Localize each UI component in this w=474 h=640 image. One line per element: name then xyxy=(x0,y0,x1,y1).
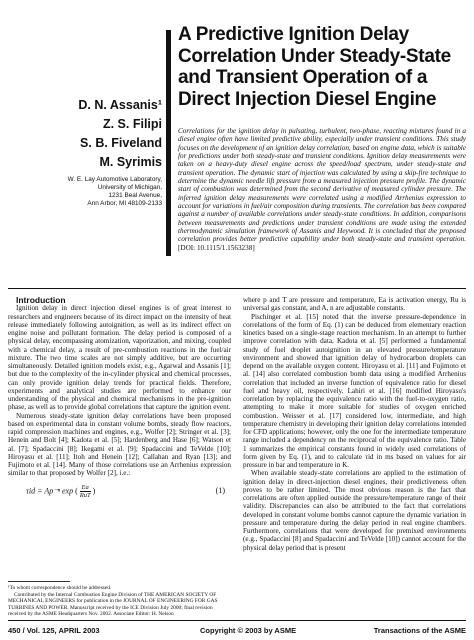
journal-name: Transactions of the ASME xyxy=(373,626,466,635)
equation-number: (1) xyxy=(215,485,225,495)
affiliation-line: 1231 Beal Avenue, xyxy=(108,192,162,199)
paragraph: When available steady-state correlations are applied to the estimation of ignition delay in direct-injection diesel engines, their predictiveness often proves to be rather limited. The most obvious reason is the fact that correlations are often applied outside the pressure/temperature range of their validity. Discrepancies can also be attributed to the fact that correlations developed in constant volume bombs cannot capture the dynamic variation in pressure and temperature during the delay period in real engine chambers. Furthermore, correlations that were developed for premixed environments (e.g., Spadaccini [8] and Spadaccini and TeVelde [10]) cannot account for the physical delay period that is present xyxy=(243,469,466,552)
affiliation-line: W. E. Lay Automotive Laboratory, xyxy=(67,176,162,183)
paragraph: Pischinger et al. [15] noted that the inverse pressure-dependence in correlations of the form of Eq. (1) can be deduced from elementary reaction kinetics based on a single-stage reaction mechanism. In an attempt to further improve correlation with data, Kadota et al. [5] performed a fundamental study of fuel droplet autoignition in an elevated pressure/temperature environment and showed that ignition delay of hydrocarbon droplets can depend on the available oxygen content. Hiroyasu et al. [11] and Fujimoto et al. [14] also correlated combustion bomb data using a modified Arrhenius correlation that included an inverse function of equivalence ratio for diesel fuel and heavy oil, respectively. Lahiri et al. [16] modified Hiroyasu's correlation by replacing the equivalence ratio with the fuel-to-oxygen ratio, attempting to make it more suitable for studies of oxygen enriched combustion. Weisser et al. [17] considered low, intermediate, and high temperature chemistry in developing their ignition delay correlations intended for CFD applications; however, only the one for the intermediate temperature range included a dependency on the reciprocal of the equivalence ratio. Table 1 summarizes the empirical constants found in widely used correlations of form given by Eq. (1), and to calculate τid in ms based on values for air pressure in bar and temperature in K. xyxy=(243,312,466,469)
paragraph: where p and T are pressure and temperature, Ea is activation energy, Ru is universal gas constant, and A, n are adjustable constants. xyxy=(243,296,466,313)
paragraph: Ignition delay in direct injection diesel engines is of great interest to researchers and engineers because of its direct impact on the intensity of heat release immediately following autoignition, as well as its indirect effect on engine noise and pollutant formation. The delay period is composed of a physical delay, encompassing atomization, vaporization, and mixing, coupled with a chemical delay, a result of pre-combustion reactions in the fuel/air mixture. The two time scales are not simply additive, but are occurring simultaneously. Detailed ignition models exist, e.g., Agarwal and Assanis [1]; but due to the complexity of the in-cylinder physical and chemical processes, can only provide ignition delay trends for practical fields. Therefore, experiments and analytical studies are performed to enhance our understanding of the physical and chemical mechanisms in the pre-ignition phase, as well as to provide global correlations that capture the ignition event. xyxy=(8,304,231,412)
section-divider xyxy=(8,288,466,289)
left-column xyxy=(8,296,231,505)
author-name: S. B. Fiveland xyxy=(80,136,162,150)
equation-lhs: τid = Ap⁻ⁿ exp xyxy=(26,485,74,495)
equation-body: τid = Ap⁻ⁿ exp ( Ea RuT ) xyxy=(26,483,96,499)
author-block xyxy=(12,96,162,208)
right-column xyxy=(243,296,466,552)
section-heading: Introduction xyxy=(16,295,66,305)
title-rule xyxy=(166,30,171,256)
footer-divider xyxy=(8,620,466,621)
affiliation xyxy=(12,176,162,208)
affiliation-line: Ann Arbor, MI 48109-2133 xyxy=(87,200,162,207)
affiliation-line: University of Michigan, xyxy=(97,184,162,191)
abstract xyxy=(178,127,466,252)
author-name: M. Syrimis xyxy=(99,155,162,169)
equation-denominator: RuT xyxy=(79,491,91,499)
equation-1 xyxy=(26,484,225,499)
copyright: Copyright © 2003 by ASME xyxy=(200,626,297,635)
footnote: ¹To whom correspondence should be addressed. xyxy=(8,585,112,591)
page-number: 450 / Vol. 125, APRIL 2003 xyxy=(8,626,100,635)
paragraph: Numerous steady-state ignition delay correlations have been proposed based on experimental data in constant volume bombs, steady flow reactors, rapid compression machines and engines, e.g., Wolfer [2]; Stringer et al. [3]; Henein and Bolt [4]; Kadota et al. [5]; Hardenberg and Hase [6]; Watson et al. [7]; Spadaccini [8]; Ikegami et al. [9]; Spadaccini and TeVelde [10]; Hiroyasu et al. [11]; Itoh and Henein [12]; Callahan and Ryan [13]; and Fujimoto et al. [14]. Many of those correlations use an Arrhenius expression similar to that proposed by Wolfer [2], i.e.: xyxy=(8,411,231,478)
footnote-rule xyxy=(8,581,70,582)
equation-numerator: Ea xyxy=(81,483,89,491)
paper-title: A Predictive Ignition Delay Correlation Under Steady-State and Transient Operation of a Direct Injection Diesel Engine xyxy=(178,24,451,110)
author-name: D. N. Assanis¹ xyxy=(78,98,162,112)
author-name: Z. S. Filipi xyxy=(102,117,162,131)
footnote: Contributed by the Internal Combustion Engine Division of THE AMERICAN SOCIETY OF MECHANICAL ENGINEERS for publication in the JOURNAL OF ENGINEERING FOR GAS TURBINES AND POWER. Manuscript received by the ICE Division July 2000; final revision received by the ASME Headquarters Nov. 2002. Associate Editor: H. Nelson xyxy=(8,591,218,618)
abstract-text: Correlations for the ignition delay in pulsating, turbulent, two-phase, reacting mixtures found in a diesel engine often have limited predictive ability, especially under transient conditions. This study focuses on the development of an ignition delay correlation, based on engine data, which is suitable for predictions under both steady-state and transient conditions. Ignition delay measurements were taken on a heavy-duty diesel engine across the speed/load spectrum, under steady-state and transient operation. The dynamic start of injection was calculated by using a skip-fire technique to determine the dynamic needle lift pressure from a measured injection pressure profile. The dynamic start of combustion was determined from the second derivative of measured cylinder pressure. The inferred ignition delay measurements were correlated using a modified Arrhenius expression to account for variations in fuel/air composition during transients. The correlation has been compared against a number of available correlations under steady-state conditions. In addition, comparisons between measurements and predictions under transient conditions are made using the extended thermodynamic simulation framework of Assanis and Heywood. It is concluded that the proposed correlation provides better predictive capability under both steady-state and transient operation. xyxy=(178,127,466,244)
footnotes xyxy=(8,585,231,618)
doi-link[interactable]: [DOI: 10.1115/1.1563238] xyxy=(178,243,255,252)
